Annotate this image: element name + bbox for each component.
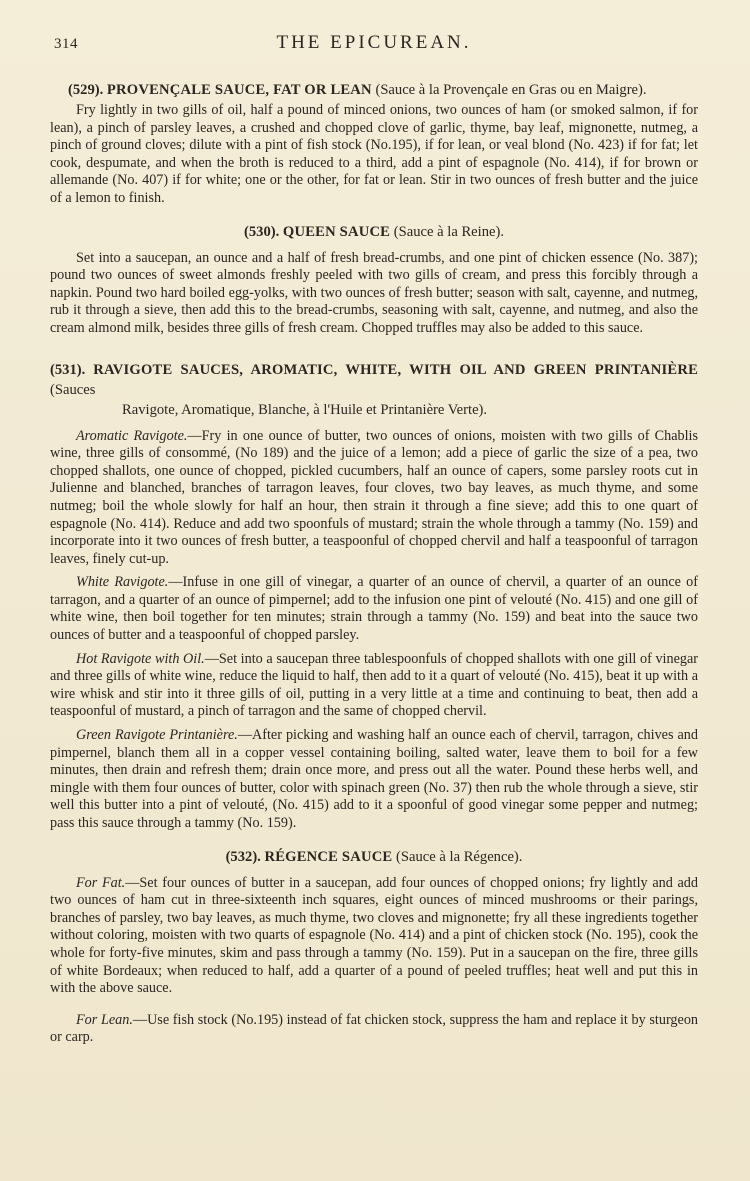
recipe-531	[50, 360, 698, 833]
running-head	[50, 30, 698, 60]
recipe-french-title: (Sauce à la Provençale en Gras ou en Maigre).	[375, 82, 647, 98]
recipe-number: (531).	[50, 361, 86, 378]
paragraph-text: —Infuse in one gill of vinegar, a quarter of an ounce of chervil, a quarter of an ounce of tarragon, and a quarter of an ounce of pimpernel; add to the infusion one pint of velouté (No. 415) and one gill of white wine, then boil together for ten minutes; strain through a tammy (No. 159) and beat into the sauce two ounces of butter and a teaspoonful of chopped parsley.	[50, 574, 698, 644]
for-lean-paragraph	[50, 1012, 698, 1047]
recipe-body: Fry lightly in two gills of oil, half a pound of minced onions, two ounces of ham (or smoked salmon, if for lean), a pinch of parsley leaves, a crushed and chopped clove of garlic, thyme, bay leaf, mignonette, nutmeg, a pinch of ground cloves; dilute with a pint of fish stock (No.195), if for lean, or veal blond (No. 423) if for fat; let cook, despumate, and when the broth is reduced to a third, add a pint of espagnole (No. 414), if for brown or allemande (No. 407) if for white; one or the other, for fat or lean. Stir in two ounces of fresh butter and the juice of a lemon to finish.	[50, 102, 698, 206]
paragraph-text: —Set four ounces of butter in a saucepan, add four ounces of chopped onions; fry lightly and add two ounces of ham cut in three-sixteenth inch squares, eight ounces of minced mushrooms or their parings, branches of parsley, two bay leaves, as much thyme, two cloves and mignonette; fry all these ingredients together without coloring, moisten with two quarts of espagnole (No. 414) and a pint of chicken stock (No. 195), cook the whole for forty-five minutes, skim and pass through a tammy (No. 159). Put in a saucepan on the fire, three gills of white Bordeaux; when reduced to half, add a quarter of a pound of peeled truffles; heat well and put this in with the above sauce.	[50, 874, 698, 997]
recipe-530	[50, 222, 698, 338]
recipe-number: (529).	[68, 82, 104, 98]
green-ravigote-paragraph	[50, 727, 698, 833]
recipe-body: Set into a saucepan, an ounce and a half of fresh bread-crumbs, and one pint of chicken essence (No. 387); pound two ounces of sweet almonds freshly peeled with two gills of cream, and press this forcibly through a napkin. Pound two hard boiled egg-yolks, with two ounces of fresh butter; season with salt, cayenne, and nutmeg, rub it through a sieve, then add this to the bread-crumbs, seasoning with salt, cayenne, and nutmeg, and also the cream almond milk, besides three gills of fresh cream. Chopped truffles may also be added to this sauce.	[50, 249, 698, 336]
paragraph-text: —After picking and washing half an ounce each of chervil, tarragon, chives and pimpernel, blanch them all in a copper vessel containing boiling, salted water, leave them to boil for a few minutes, then drain and refresh them; drain once more, and press out all the water. Pound these herbs well, and mingle with them four ounces of butter, color with spinach green (No. 37) then rub the whole through a sieve, stir well this butter into a pint of velouté, (No. 415) add to it a spoonful of good vinegar some pepper and nutmeg; pass this sauce through a tammy (No. 159).	[50, 727, 698, 831]
recipe-french-title: (Sauce à la Reine).	[393, 223, 504, 240]
paragraph-text: —Fry in one ounce of butter, two ounces of onions, moisten with two gills of Chablis wine, three gills of consommé, (No 189) and the juice of a lemon; add a piece of garlic the size of a pea, two chopped shallots, one ounce of chopped, pickled cucumbers, half an ounce of capers, some parsley roots cut in Julienne and blanched, branches of tarragon leaves, four cloves, two bay leaves, as much thyme, and some nutmeg; boil the whole slowly for half an hour, then strain it through a fine sieve; add this to one quart of espagnole (No. 414). Reduce and add two spoonfuls of mustard; strain the whole through a tammy (No. 159) and incorporate into it two ounces of fresh butter, a teaspoonful of chopped chervil and half a teaspoonful of tarragon leaves, finely cut-up.	[50, 427, 698, 567]
paragraph-lead: White Ravigote.	[76, 574, 169, 591]
paragraph-lead: Hot Ravigote with Oil.	[76, 650, 205, 667]
page-number: 314	[54, 36, 78, 52]
recipe-heading	[50, 360, 698, 420]
hot-ravigote-oil-paragraph	[50, 651, 698, 721]
recipe-number: (530).	[243, 223, 280, 240]
paragraph-lead: For Lean.	[76, 1011, 133, 1028]
recipe-french-title: (Sauce à la Régence).	[396, 848, 523, 865]
paragraph-lead: For Fat.	[76, 874, 126, 891]
recipe-heading	[50, 80, 698, 100]
recipe-532	[50, 847, 698, 1047]
paragraph-lead: Aromatic Ravigote.	[76, 427, 188, 444]
paragraph-lead: Green Ravigote Printanière.	[76, 727, 238, 744]
recipe-title: RAVIGOTE SAUCES, AROMATIC, WHITE, WITH OIL AND GREEN PRINTANIÈRE	[93, 361, 698, 378]
recipe-title: RÉGENCE SAUCE	[264, 848, 393, 865]
recipe-529	[50, 80, 698, 208]
recipe-heading	[50, 222, 698, 242]
for-fat-paragraph	[50, 875, 698, 998]
aromatic-ravigote-paragraph	[50, 428, 698, 569]
paragraph-text: —Use fish stock (No.195) instead of fat chicken stock, suppress the ham and replace it by sturgeon or carp.	[50, 1011, 699, 1046]
white-ravigote-paragraph	[50, 574, 698, 644]
running-title: THE EPICUREAN.	[276, 32, 472, 53]
recipe-french-title: (Sauces	[50, 381, 96, 398]
recipe-title: PROVENÇALE SAUCE, FAT OR LEAN	[106, 82, 372, 98]
paragraph-text: —Set into a saucepan three tablespoonfuls of chopped shallots with one gill of vinegar and three gills of white wine, reduce the liquid to half, then add to it a quart of velouté (No. 415), beat it up with a wire whisk and stir into it three gills of oil, putting in a very little at a time and continuing to beat, then add a teaspoonful of mustard, a pinch of tarragon and the same of chopped chervil.	[50, 650, 698, 720]
recipe-heading	[50, 847, 698, 867]
recipe-title: QUEEN SAUCE	[282, 223, 391, 240]
recipe-number: (532).	[225, 848, 261, 865]
recipe-french-title-continued: Ravigote, Aromatique, Blanche, à l'Huile et Printanière Verte).	[122, 401, 488, 418]
